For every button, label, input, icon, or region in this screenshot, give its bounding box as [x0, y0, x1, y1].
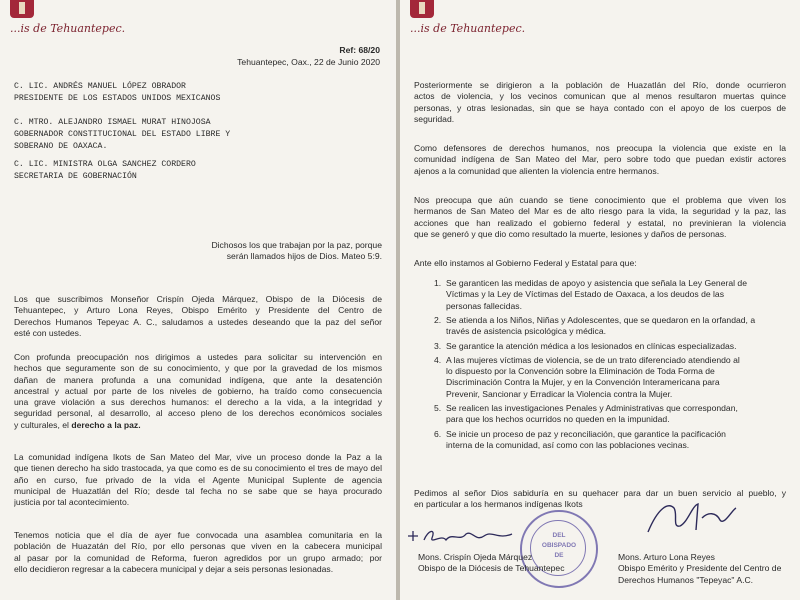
text-line: seguridad personal, al desarrollo, al acceso pleno de los derechos económicos sociales	[14, 408, 382, 419]
text-line: Tehuantepec, y Arturo Lona Reyes, Obispo Emérito y Presidente del Centro de	[14, 305, 382, 316]
demand-text-line: para que los hechos ocurridos no queden en la impunidad.	[446, 414, 670, 425]
paragraph-intro	[14, 294, 382, 339]
signer-ojeda	[418, 552, 608, 575]
demand-number: 6.	[434, 428, 442, 439]
seal-text: OBISPADO	[541, 542, 577, 549]
letterhead-diocese-name: ...is de Tehuantepec.	[410, 22, 526, 35]
official-seal-icon	[520, 510, 598, 588]
paragraph-defenders	[414, 143, 786, 177]
epigraph-line: Dichosos los que trabajan por la paz, porque	[211, 240, 382, 250]
text-line: Los que suscribimos Monseñor Crispín Ojeda Márquez, Obispo de la Diócesis de	[14, 294, 382, 304]
text-line: Pedimos al señor Dios sabiduría en su quehacer para dar un buen servicio al pueblo, y	[414, 488, 786, 498]
demand-text-line: Se realicen las investigaciones Penales y Administrativas que correspondan,	[446, 403, 738, 413]
text-line: seguridad.	[414, 113, 455, 124]
right-to-peace-emphasis: derecho a la paz.	[71, 419, 141, 430]
text-line: al pasar por la comunidad de Reforma, fueron agredidos por un grupo armado; por	[14, 552, 382, 563]
addressee-line: GOBERNADOR CONSTITUCIONAL DEL ESTADO LIBRE Y	[14, 130, 231, 139]
addressee-line: C. LIC. MINISTRA OLGA SANCHEZ CORDERO	[14, 160, 196, 169]
addressee-block	[14, 117, 230, 153]
text-line: Con profunda preocupación nos dirigimos a ustedes para solicitar su intervención en	[14, 352, 382, 362]
text-line: población de Huazatán del Río, por ello personas que viven en la cabecera municipal	[14, 541, 382, 552]
diocese-crest-icon	[410, 0, 434, 18]
signer-title: Obispo de la Diócesis de Tehuantepec	[418, 563, 565, 574]
text-line: La comunidad indígena Ikots de San Mateo del Mar, vive un proceso donde la Paz a la	[14, 452, 382, 462]
demand-text-line: Prevenir, Sancionar y Erradicar la Violencia contra la Mujer.	[446, 388, 673, 399]
text-line	[14, 420, 382, 431]
addressee-block	[14, 159, 196, 183]
signer-lona	[618, 552, 798, 586]
demand-text-line: Víctimas y la Ley de Víctimas del Estado de Oaxaca, a los deudos de las	[446, 289, 725, 300]
text-line: que tienen derecho ha sido trastocada, ya que como es de su conocimiento el tres de mayo del	[14, 463, 382, 474]
signer-name: Mons. Crispín Ojeda Márquez	[418, 552, 533, 562]
place-date: Tehuantepec, Oax., 22 de Junio 2020	[237, 57, 380, 67]
text-line: comunidad indígena de San Mateo del Mar, pero sobre todo que puedan existir actores	[414, 154, 786, 165]
text-line: municipal de Huazatlán del Río; desde tal fecha no se sabe que se haya procurado	[14, 485, 382, 496]
signature-crispin-ojeda	[402, 522, 522, 550]
demand-number: 2.	[434, 314, 442, 325]
text-line: actos de violencia, y los vecinos comunican que al menos resultaron muertas quince	[414, 91, 786, 102]
demand-text-line: A las mujeres víctimas de violencia, se de un trato diferenciado atendiendo al	[446, 354, 740, 365]
letter-page-2	[400, 0, 800, 600]
text-fragment: y culturales, el	[14, 419, 72, 430]
text-line: ancestral y actual por parte de los niveles de gobierno, ha traído como consecuencia	[14, 385, 382, 396]
text-line: acciones que han realizado el gobierno federal y estatal, no previnieran la violencia	[414, 217, 786, 228]
demand-number: 5.	[434, 403, 442, 413]
text-line: Nos preocupa que aún cuando se tiene conocimiento que el problema que viven los	[414, 195, 786, 205]
text-line: Posteriormente se dirigieron a la población de Huazatlán del Río, donde ocurrieron	[414, 80, 786, 90]
addressee-line: C. MTRO. ALEJANDRO ISMAEL MURAT HINOJOSA	[14, 118, 211, 127]
paragraph-risk	[414, 195, 786, 240]
demand-number: 3.	[434, 340, 442, 351]
text-line: Como defensores de derechos humanos, nos preocupa la violencia que existe en la	[414, 143, 786, 153]
text-line: hermanos de San Mateo del Mar es de alto riesgo para la vida, la seguridad y la paz, las	[414, 206, 786, 217]
text-line: en particular a los hermanos indígenas Ikots	[414, 499, 583, 510]
demand-text-line: personas fallecidas.	[446, 300, 522, 311]
epigraph	[14, 240, 382, 263]
demand-number: 1.	[434, 278, 442, 288]
signer-name: Mons. Arturo Lona Reyes	[618, 552, 715, 562]
text-line: que se generó y que dio como resultado la muerte, lesiones y daños de personas.	[414, 228, 727, 239]
text-line: ajenos a la comunidad que alienten la violencia entre hermanos.	[414, 165, 660, 176]
demand-text-line: Se garantice la atención médica a los lesionados en clínicas especializadas.	[446, 340, 737, 351]
text-line: hechos que seguramente son de su conocimiento, y que por la gravedad de los mismos	[14, 363, 382, 374]
paragraph-assembly	[14, 530, 382, 575]
paragraph-community	[14, 452, 382, 508]
seal-text: DE	[554, 552, 564, 559]
paragraph-concern	[14, 352, 382, 431]
text-line: ello decidieron regresar a la cabecera municipal y dejar a seis personas lesionadas.	[14, 563, 334, 574]
demands-intro: Ante ello instamos al Gobierno Federal y Estatal para que:	[414, 258, 637, 268]
demand-text-line: través de asistencia psicológica y médica.	[446, 326, 607, 337]
addressee-block	[14, 81, 220, 105]
demand-text-line: Discriminación Contra la Mujer, y en la Convención Interamericana para	[446, 377, 720, 388]
signature-arturo-lona	[628, 498, 738, 538]
letterhead-diocese-name: ...is de Tehuantepec.	[10, 22, 126, 35]
text-line: una grave violación a sus derechos humanos: el derecho a la vida, a la integridad y	[14, 397, 382, 408]
signer-title: Obispo Emérito y Presidente del Centro de	[618, 563, 782, 574]
demand-number: 4.	[434, 354, 442, 365]
addressee-line: SOBERANO DE OAXACA.	[14, 142, 108, 151]
text-line: justicia por tal acontecimiento.	[14, 497, 130, 508]
letter-page-1	[0, 0, 396, 600]
diocese-crest-icon	[10, 0, 34, 18]
reference-number: Ref: 68/20	[339, 45, 380, 55]
text-line: Derechos Humanos Tepeyac A. C., saludamos a ustedes deseando que la paz del señor	[14, 316, 382, 327]
text-line: personas, y otras lesionadas, sin que se haya contado con el apoyo de los cuerpos de	[414, 102, 786, 113]
paragraph-violence	[414, 80, 786, 125]
text-line: año en curso, fue privado de la vida el Agente Municipal Suplente de agencia	[14, 474, 382, 485]
addressee-line: SECRETARIA DE GOBERNACIÓN	[14, 172, 137, 181]
demand-text-line: Se atienda a los Niños, Niñas y Adolescentes, que se quedaron en la orfandad, a	[446, 314, 756, 325]
epigraph-line: serán llamados hijos de Dios. Mateo 5:9.	[226, 251, 382, 262]
addressee-line: C. LIC. ANDRÉS MANUEL LÓPEZ OBRADOR	[14, 82, 186, 91]
addressee-line: PRESIDENTE DE LOS ESTADOS UNIDOS MEXICANOS	[14, 94, 221, 103]
demand-text-line: Se inicie un proceso de paz y reconciliación, que garantice la pacificación	[446, 428, 726, 439]
text-line: Tenemos noticia que el día de ayer fue convocada una asamblea comunitaria en la	[14, 530, 382, 540]
seal-text: DEL	[552, 532, 566, 539]
demand-text-line: lo dispuesto por la Convención sobre la Eliminación de Toda Forma de	[446, 366, 715, 377]
text-line: esté con ustedes.	[14, 327, 82, 338]
demand-text-line: Se garanticen las medidas de apoyo y asistencia que señala la Ley General de	[446, 278, 747, 288]
demand-text-line: interna de la comunidad, así como con las poblaciones vecinas.	[446, 439, 690, 450]
signer-title: Derechos Humanos "Tepeyac" A.C.	[618, 574, 754, 585]
text-line: dañan de manera profunda a una comunidad indígena, que ante la desatención	[14, 374, 382, 385]
